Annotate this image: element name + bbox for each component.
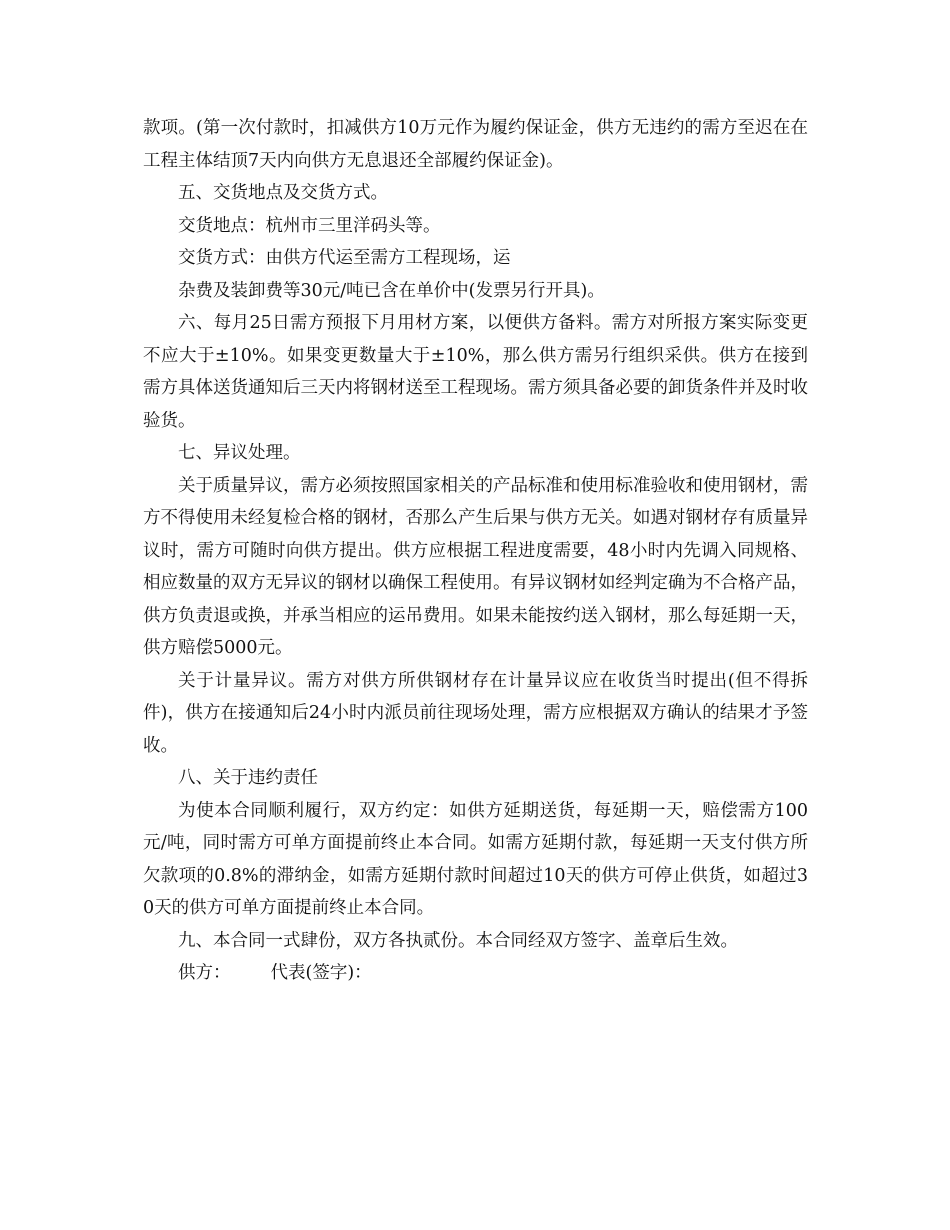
heading-section-5: 五、交货地点及交货方式。 bbox=[178, 183, 388, 203]
paragraph-freight-fee: 杂费及装卸费等30元/吨已含在单价中(发票另行开具)。 bbox=[178, 280, 605, 301]
paragraph-quality-objection: 关于质量异议，需方必须按照国家相关的产品标准和使用标准验收和使用钢材，需方不得使用未经复检合格的钢材，否那么产生后果与供方无关。如遇对钢材存有质量异议时，需方可随时向供方提出。供方应根据工程进度需要，48小时内先调入同规格、相应数量的双方无异议的钢材以确保工程使用。有异议钢材如经判定确为不合格产品，供方负责退或换，并承当相应的运吊费用。如果未能按约送入钢材，那么每延期一天，供方赔偿5000元。 bbox=[143, 475, 808, 658]
signature-line bbox=[143, 957, 808, 990]
heading-section-8: 八、关于违约责任 bbox=[178, 768, 318, 788]
contract-body bbox=[143, 112, 808, 990]
paragraph-delivery-place: 交货地点：杭州市三里洋码头等。 bbox=[178, 215, 441, 236]
representative-signature-label: 代表(签字)： bbox=[270, 963, 372, 983]
paragraph-delivery-method: 交货方式：由供方代运至需方工程现场，运 bbox=[178, 248, 511, 268]
paragraph-measurement-objection: 关于计量异议。需方对供方所供钢材存在计量异议应在收货当时提出(但不得拆件)，供方在接通知后24小时内派员前往现场处理，需方应根据双方确认的结果才予签收。 bbox=[143, 670, 808, 756]
paragraph-section-9: 九、本合同一式肆份，双方各执贰份。本合同经双方签字、盖章后生效。 bbox=[178, 930, 738, 951]
supplier-label: 供方： bbox=[178, 963, 231, 983]
paragraph-section-6: 六、每月25日需方预报下月用材方案，以便供方备料。需方对所报方案实际变更不应大于±10%。如果变更数量大于±10%，那么供方需另行组织采供。供方在接到需方具体送货通知后三天内将钢材送至工程现场。需方须具备必要的卸货条件并及时收验货。 bbox=[143, 313, 808, 431]
paragraph-breach-liability: 为使本合同顺利履行，双方约定：如供方延期送货，每延期一天，赔偿需方100元/吨，同时需方可单方面提前终止本合同。如需方延期付款，每延期一天支付供方所欠款项的0.8%的滞纳金，如需方延期付款时间超过10天的供方可停止供货，如超过30天的供方可单方面提前终止本合同。 bbox=[143, 800, 808, 918]
heading-section-7: 七、异议处理。 bbox=[178, 443, 301, 463]
paragraph-payment-tail: 款项。(第一次付款时，扣减供方10万元作为履约保证金，供方无违约的需方至迟在在工程主体结顶7天内向供方无息退还全部履约保证金)。 bbox=[143, 118, 808, 171]
